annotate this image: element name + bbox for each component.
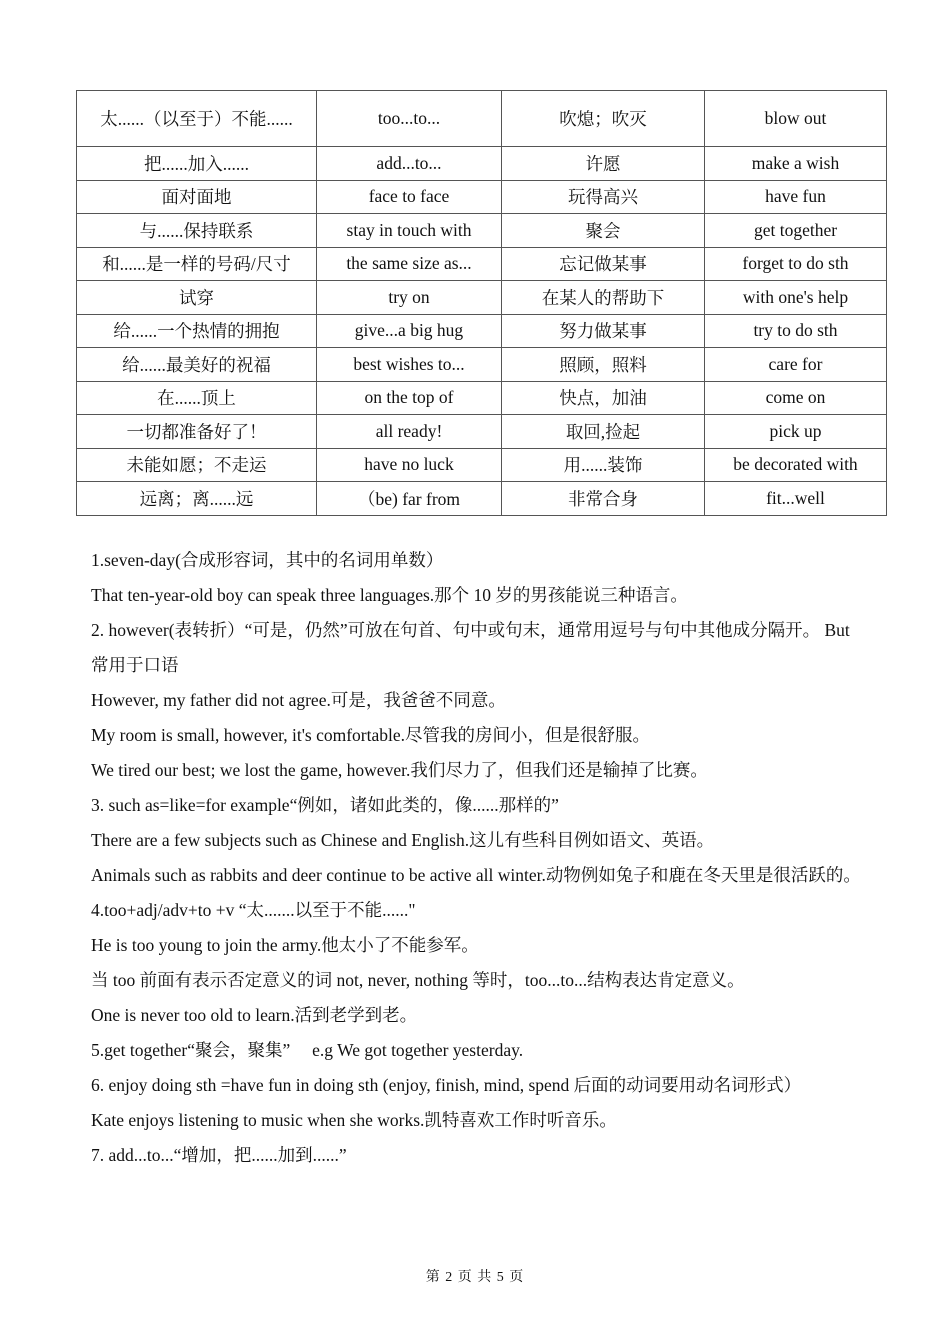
table-cell: 非常合身 bbox=[502, 482, 705, 516]
table-row bbox=[77, 214, 887, 248]
table-cell: fit...well bbox=[705, 482, 887, 516]
table-cell: get together bbox=[705, 214, 887, 248]
table-cell: care for bbox=[705, 348, 887, 382]
table-row bbox=[77, 482, 887, 516]
table-cell: 试穿 bbox=[77, 281, 317, 315]
note-line: My room is small, however, it's comfortable.尽管我的房间小，但是很舒服。 bbox=[91, 725, 650, 745]
note-line: 6. enjoy doing sth =have fun in doing sth (enjoy, finish, mind, spend 后面的动词要用动名词形式） bbox=[91, 1075, 802, 1095]
table-row bbox=[77, 448, 887, 482]
table-cell: try on bbox=[317, 281, 502, 315]
table-cell: too...to... bbox=[317, 91, 502, 147]
note-line: 5.get together“聚会，聚集” e.g We got together yesterday. bbox=[91, 1040, 524, 1060]
table-cell: face to face bbox=[317, 180, 502, 214]
table-cell: 吹熄；吹灭 bbox=[502, 91, 705, 147]
note-line: 当 too 前面有表示否定意义的词 not, never, nothing 等时，too...to...结构表达肯定意义。 bbox=[91, 970, 745, 990]
table-cell: stay in touch with bbox=[317, 214, 502, 248]
table-cell: 一切都准备好了！ bbox=[77, 415, 317, 449]
table-cell: on the top of bbox=[317, 381, 502, 415]
table-row bbox=[77, 281, 887, 315]
table-cell: forget to do sth bbox=[705, 247, 887, 281]
note-line: There are a few subjects such as Chinese and English.这儿有些科目例如语文、英语。 bbox=[91, 830, 715, 850]
table-cell: （be) far from bbox=[317, 482, 502, 516]
table-row bbox=[77, 415, 887, 449]
note-line: 4.too+adj/adv+to +v “太.......以至于不能......" bbox=[91, 900, 416, 920]
note-line: Animals such as rabbits and deer continue to be active all winter.动物例如兔子和鹿在冬天里是很活跃的。 bbox=[91, 865, 861, 885]
table-cell: try to do sth bbox=[705, 314, 887, 348]
table-cell: 聚会 bbox=[502, 214, 705, 248]
note-line: One is never too old to learn.活到老学到老。 bbox=[91, 1005, 418, 1025]
table-cell: 快点，加油 bbox=[502, 381, 705, 415]
note-line: Kate enjoys listening to music when she works.凯特喜欢工作时听音乐。 bbox=[91, 1110, 617, 1130]
table-row bbox=[77, 381, 887, 415]
table-cell: give...a big hug bbox=[317, 314, 502, 348]
table-cell: with one's help bbox=[705, 281, 887, 315]
note-line: 2. however(表转折）“可是，仍然”可放在句首、句中或句末，通常用逗号与句中其他成分隔开。 But 常用于口语 bbox=[91, 620, 850, 675]
table-cell: 与......保持联系 bbox=[77, 214, 317, 248]
note-line: That ten-year-old boy can speak three languages.那个 10 岁的男孩能说三种语言。 bbox=[91, 585, 688, 605]
page-number-footer: 第 2 页 共 5 页 bbox=[425, 1270, 525, 1285]
table-cell: blow out bbox=[705, 91, 887, 147]
table-cell: 玩得高兴 bbox=[502, 180, 705, 214]
table-row bbox=[77, 91, 887, 147]
table-cell: 用......装饰 bbox=[502, 448, 705, 482]
note-line: 3. such as=like=for example“例如，诸如此类的，像......那样的” bbox=[91, 795, 559, 815]
table-row bbox=[77, 314, 887, 348]
table-cell: be decorated with bbox=[705, 448, 887, 482]
table-row bbox=[77, 247, 887, 281]
grammar-notes bbox=[91, 543, 871, 1173]
table-cell: make a wish bbox=[705, 147, 887, 181]
table-cell: 照顾，照料 bbox=[502, 348, 705, 382]
table-cell: have fun bbox=[705, 180, 887, 214]
table-cell: come on bbox=[705, 381, 887, 415]
note-line: We tired our best; we lost the game, however.我们尽力了，但我们还是输掉了比赛。 bbox=[91, 760, 708, 780]
table-cell: 忘记做某事 bbox=[502, 247, 705, 281]
table-cell: 和......是一样的号码/尺寸 bbox=[77, 247, 317, 281]
table-cell: the same size as... bbox=[317, 247, 502, 281]
table-cell: 取回,捡起 bbox=[502, 415, 705, 449]
table-cell: 给......一个热情的拥抱 bbox=[77, 314, 317, 348]
table-cell: 远离；离......远 bbox=[77, 482, 317, 516]
table-cell: 在某人的帮助下 bbox=[502, 281, 705, 315]
table-cell: have no luck bbox=[317, 448, 502, 482]
table-cell: 把......加入...... bbox=[77, 147, 317, 181]
note-line: However, my father did not agree.可是，我爸爸不同意。 bbox=[91, 690, 506, 710]
table-cell: all ready! bbox=[317, 415, 502, 449]
table-cell: 面对面地 bbox=[77, 180, 317, 214]
table-row bbox=[77, 180, 887, 214]
note-line: He is too young to join the army.他太小了不能参军。 bbox=[91, 935, 479, 955]
table-cell: add...to... bbox=[317, 147, 502, 181]
table-cell: pick up bbox=[705, 415, 887, 449]
note-line: 1.seven-day(合成形容词，其中的名词用单数） bbox=[91, 550, 444, 570]
table-cell: 给......最美好的祝福 bbox=[77, 348, 317, 382]
table-row bbox=[77, 147, 887, 181]
table-cell: 未能如愿；不走运 bbox=[77, 448, 317, 482]
table-cell: 努力做某事 bbox=[502, 314, 705, 348]
table-cell: 在......顶上 bbox=[77, 381, 317, 415]
table-cell: best wishes to... bbox=[317, 348, 502, 382]
table-cell: 太......（以至于）不能...... bbox=[77, 91, 317, 147]
table-cell: 许愿 bbox=[502, 147, 705, 181]
vocabulary-table bbox=[76, 90, 887, 516]
table-row bbox=[77, 348, 887, 382]
note-line: 7. add...to...“增加，把......加到......” bbox=[91, 1145, 347, 1165]
